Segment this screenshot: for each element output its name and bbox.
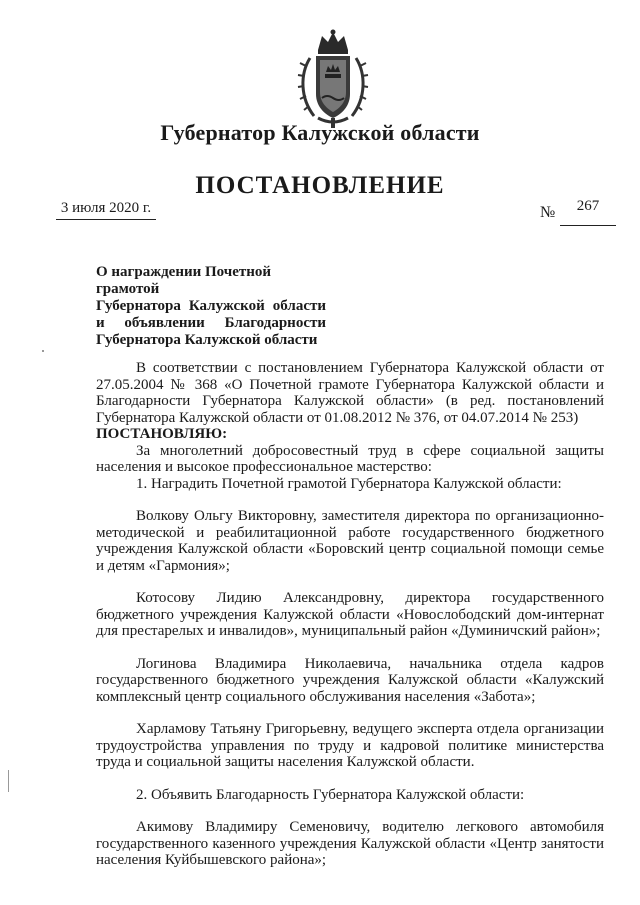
preamble-paragraph: В соответствии с постановлением Губернатора Калужской области от 27.05.2004 № 368 «О Почетной грамоте Губернатора Калужской области и Благодарности Губернатора Калужской области» (в ред. постановлений Губернатора Калужской области от 01.08.2012 № 376, от 04.07.2014 № 253) bbox=[96, 360, 604, 426]
subject-line: О награждении Почетной грамотой bbox=[96, 264, 272, 297]
document-subject bbox=[96, 264, 326, 349]
scan-artifact bbox=[8, 770, 9, 792]
document-number bbox=[540, 198, 622, 228]
subject-line: и объявлении Благодарности bbox=[96, 315, 326, 331]
reason-paragraph: За многолетний добросовестный труд в сфере социальной защиты населения и высокое профессиональное мастерство: bbox=[96, 442, 604, 475]
document-date: 3 июля 2020 г. bbox=[56, 200, 156, 220]
issuer-title: Губернатор Калужской области bbox=[160, 120, 480, 145]
awardee-paragraph: Волкову Ольгу Викторовну, заместителя директора по организационно-методической и реабилитационной работе государственного бюджетного учреждения Калужской области «Боровский центр социальной помощи семье и детям «Гармония»; bbox=[96, 508, 604, 574]
subject-line: Губернатора Калужской области bbox=[96, 298, 326, 314]
awardee-paragraph: Логинова Владимира Николаевича, начальника отдела кадров государственного бюджетного учреждения Калужской области «Калужский комплексный центр социального обслуживания населения «Забота»; bbox=[96, 655, 604, 705]
subject-line: Губернатора Калужской области bbox=[96, 332, 318, 348]
document-type-title: ПОСТАНОВЛЕНИЕ bbox=[195, 172, 445, 199]
number-value: 267 bbox=[560, 198, 616, 226]
item-2-heading: 2. Объявить Благодарность Губернатора Калужской области: bbox=[136, 786, 525, 803]
number-sign: № bbox=[540, 204, 556, 221]
scan-artifact bbox=[42, 350, 44, 352]
awardee-paragraph: Харламову Татьяну Григорьевну, ведущего эксперта отдела организации трудоустройства управления по труду и кадровой политике министерства труда и социальной защиты населения Калужской области. bbox=[96, 721, 604, 770]
awardee-paragraph: Акимову Владимиру Семеновичу, водителю легкового автомобиля государственного казенного учреждения Калужской области «Центр занятости населения Куйбышевского района»; bbox=[96, 819, 604, 868]
coat-of-arms-emblem bbox=[296, 28, 370, 130]
item-1-heading: 1. Наградить Почетной грамотой Губернатора Калужской области: bbox=[136, 475, 562, 492]
document-body bbox=[96, 360, 604, 869]
awardee-paragraph: Котосову Лидию Александровну, директора государственного бюджетного учреждения Калужской области «Новослободский дом-интернат для престарелых и инвалидов», муниципальный район «Думиничский район»; bbox=[96, 590, 604, 639]
decree-word: ПОСТАНОВЛЯЮ: bbox=[96, 426, 228, 442]
